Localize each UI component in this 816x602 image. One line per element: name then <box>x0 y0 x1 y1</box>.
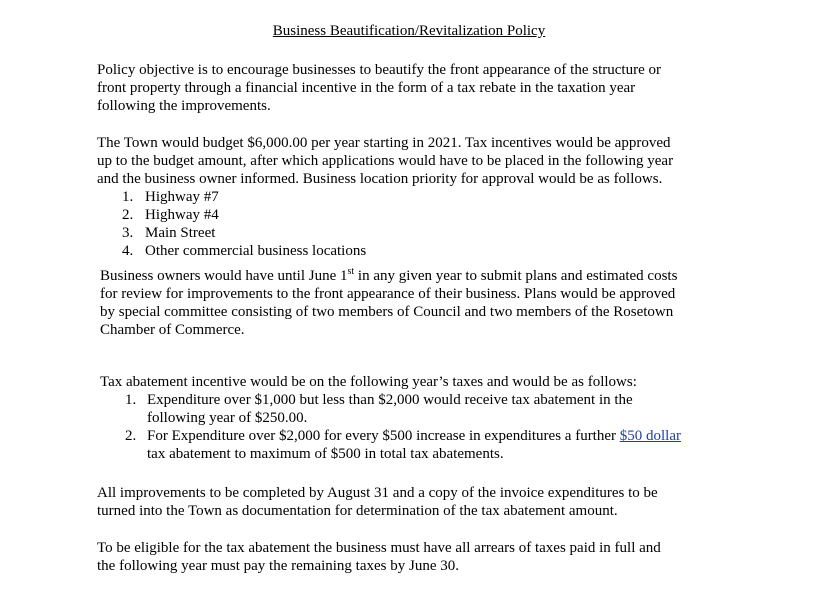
tax-abatement-intro-paragraph: Tax abatement incentive would be on the following year’s taxes and would be as follows: <box>100 374 637 390</box>
fifty-dollar-link[interactable]: $50 dollar <box>619 428 682 444</box>
abatement-list <box>125 391 735 463</box>
policy-objective-paragraph: Policy objective is to encourage businesses to beautify the front appearance of the structure or front property through a financial incentive in the form of a tax rebate in the taxation year following the improvements. <box>97 62 661 114</box>
list-item: 2. Highway #4 <box>122 207 219 223</box>
list-item: 3. Main Street <box>122 225 216 241</box>
completion-paragraph: All improvements to be completed by August 31 and a copy of the invoice expenditures to be turned into the Town as documentation for determination of the tax abatement amount. <box>97 485 658 519</box>
list-item: 1. Expenditure over $1,000 but less than $2,000 would receive tax abatement in the following year of $250.00. <box>125 392 633 426</box>
page-title: Business Beautification/Revitalization Policy <box>272 23 546 39</box>
budget-paragraph: The Town would budget $6,000.00 per year starting in 2021. Tax incentives would be approved up to the budget amount, after which applications would have to be placed in the following year and the business owner informed. Business location priority for approval would be as follows. <box>97 135 674 187</box>
priority-list <box>122 188 366 260</box>
list-item: 4. Other commercial business locations <box>122 243 367 259</box>
eligibility-paragraph: To be eligible for the tax abatement the business must have all arrears of taxes paid in full and the following year must pay the remaining taxes by June 30. <box>97 540 661 574</box>
list-item: 2. For Expenditure over $2,000 for every $500 increase in expenditures a further $50 dollar tax abatement to maximum of $500 in total tax abatements. <box>125 428 682 462</box>
list-item: 1. Highway #7 <box>122 189 219 205</box>
submission-deadline-paragraph: Business owners would have until June 1st in any given year to submit plans and estimated costs for review for improvements to the front appearance of their business. Plans would be approved by special committee consisting of two members of Council and two members of the Rosetown Chamber of Commerce. <box>100 266 678 338</box>
